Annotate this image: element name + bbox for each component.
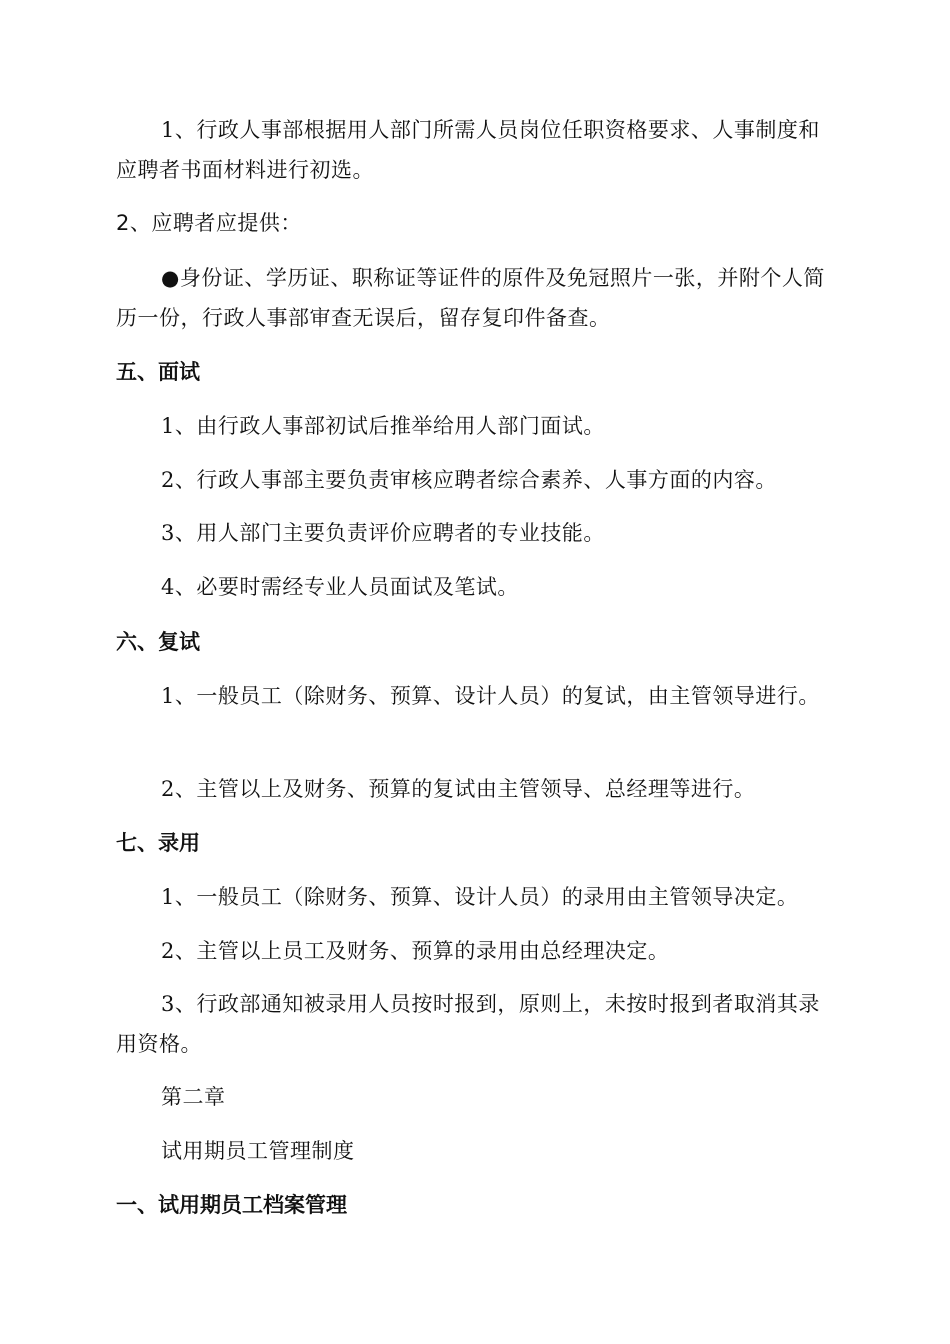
section-heading-probation-records: 一、试用期员工档案管理 [116, 1193, 347, 1217]
chapter-label: 第二章 [161, 1085, 226, 1109]
paragraph-second-interview-2: 2、主管以上及财务、预算的复试由主管领导、总经理等进行。 [161, 777, 756, 801]
paragraph-hiring-1: 1、一般员工（除财务、预算、设计人员）的录用由主管领导决定。 [161, 885, 799, 909]
paragraph-interview-1: 1、由行政人事部初试后推举给用人部门面试。 [161, 414, 605, 438]
paragraph-initial-screening: 1、行政人事部根据用人部门所需人员岗位任职资格要求、人事制度和应聘者书面材料进行初选。 [116, 118, 820, 182]
paragraph-documents-required: ●身份证、学历证、职称证等证件的原件及免冠照片一张，并附个人简历一份，行政人事部审查无误后，留存复印件备查。 [116, 266, 825, 330]
section-heading-second-interview: 六、复试 [116, 630, 200, 654]
paragraph-applicant-provide: 2、应聘者应提供： [116, 211, 302, 235]
section-heading-interview: 五、面试 [116, 360, 200, 384]
section-heading-hiring: 七、录用 [116, 831, 200, 855]
paragraph-interview-2: 2、行政人事部主要负责审核应聘者综合素养、人事方面的内容。 [161, 468, 777, 492]
paragraph-hiring-3: 3、行政部通知被录用人员按时报到，原则上，未按时报到者取消其录用资格。 [116, 992, 820, 1056]
chapter-title: 试用期员工管理制度 [161, 1139, 355, 1163]
paragraph-hiring-2: 2、主管以上员工及财务、预算的录用由总经理决定。 [161, 939, 670, 963]
paragraph-second-interview-1: 1、一般员工（除财务、预算、设计人员）的复试，由主管领导进行。 [161, 684, 820, 708]
paragraph-interview-3: 3、用人部门主要负责评价应聘者的专业技能。 [161, 521, 605, 545]
paragraph-interview-4: 4、必要时需经专业人员面试及笔试。 [161, 575, 519, 599]
